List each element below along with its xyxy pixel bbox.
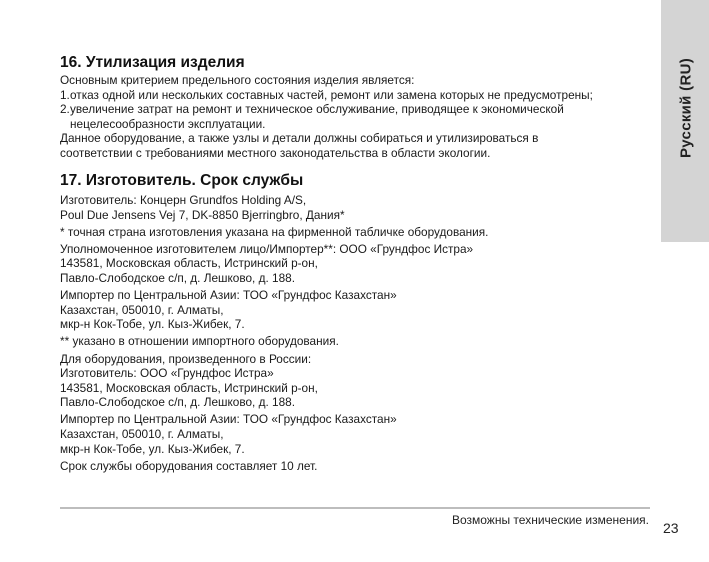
manufacturer-block-3-line-2: 143581, Московская область, Истринский р-он,: [60, 256, 318, 271]
criteria-item-1-number: 1.: [60, 87, 70, 102]
manufacturer-block-5-line-1: ** указано в отношении импортного оборудования.: [60, 334, 339, 349]
manufacturer-block-4-line-1: Импортер по Центральной Азии: ТОО «Грундфос Казахстан»: [60, 288, 397, 303]
manufacturer-block-7-line-3: мкр-н Кок-Тобе, ул. Кыз-Жибек, 7.: [60, 441, 245, 456]
disposal-text-line-2: соответствии с требованиями местного законодательства в области экологии.: [60, 145, 491, 160]
page-number: 23: [663, 520, 679, 536]
criteria-item-1-text: отказ одной или нескольких составных частей, ремонт или замена которых не предусмотрены;: [70, 87, 593, 102]
section-16-title: 16. Утилизация изделия: [60, 54, 245, 71]
footer-divider: [60, 507, 650, 509]
language-tab-label: Русский (RU): [677, 57, 695, 159]
manufacturer-block-7-line-2: Казахстан, 050010, г. Алматы,: [60, 426, 224, 441]
manufacturer-block-2-line-1: * точная страна изготовления указана на фирменной табличке оборудования.: [60, 224, 489, 239]
manufacturer-block-3-line-1: Уполномоченное изготовителем лицо/Импортер**: ООО «Грундфос Истра»: [60, 241, 474, 256]
main-content: [60, 53, 660, 473]
manufacturer-block-6-line-4: Павло-Слободское с/п, д. Лешково, д. 188.: [60, 395, 295, 410]
manufacturer-block-6-line-1: Для оборудования, произведенного в России:: [60, 351, 312, 366]
manufacturer-block-8-line-1: Срок службы оборудования составляет 10 лет.: [60, 458, 318, 473]
footer-note: Возможны технические изменения.: [451, 513, 649, 527]
disposal-text-line-1: Данное оборудование, а также узлы и детали должны собираться и утилизироваться в: [60, 131, 539, 146]
manufacturer-block-6-line-3: 143581, Московская область, Истринский р-он,: [60, 380, 318, 395]
criteria-item-2-text: увеличение затрат на ремонт и техническое обслуживание, приводящее к экономической нецелесообразности эксплуатации.: [70, 102, 564, 131]
criteria-item-1: [60, 88, 660, 103]
manufacturer-info: [60, 193, 660, 473]
criteria-item-2: [60, 102, 615, 131]
section-17-title: 17. Изготовитель. Срок службы: [60, 171, 304, 189]
manufacturer-block-4-line-3: мкр-н Кок-Тобе, ул. Кыз-Жибек, 7.: [60, 317, 245, 332]
manufacturer-block-6-line-2: Изготовитель: ООО «Грундфос Истра»: [60, 366, 274, 381]
manufacturer-block-3-line-3: Павло-Слободское с/п, д. Лешково, д. 188.: [60, 271, 295, 286]
manufacturer-block-7-line-1: Импортер по Центральной Азии: ТОО «Грундфос Казахстан»: [60, 412, 397, 427]
criteria-item-2-number: 2.: [60, 102, 70, 117]
manufacturer-block-1-line-2: Poul Due Jensens Vej 7, DK-8850 Bjerringbro, Дания*: [60, 207, 345, 222]
section-16-intro: Основным критерием предельного состояния изделия является:: [60, 73, 415, 87]
manufacturer-block-4-line-2: Казахстан, 050010, г. Алматы,: [60, 302, 224, 317]
manufacturer-block-1-line-1: Изготовитель: Концерн Grundfos Holding A/S,: [60, 193, 307, 208]
